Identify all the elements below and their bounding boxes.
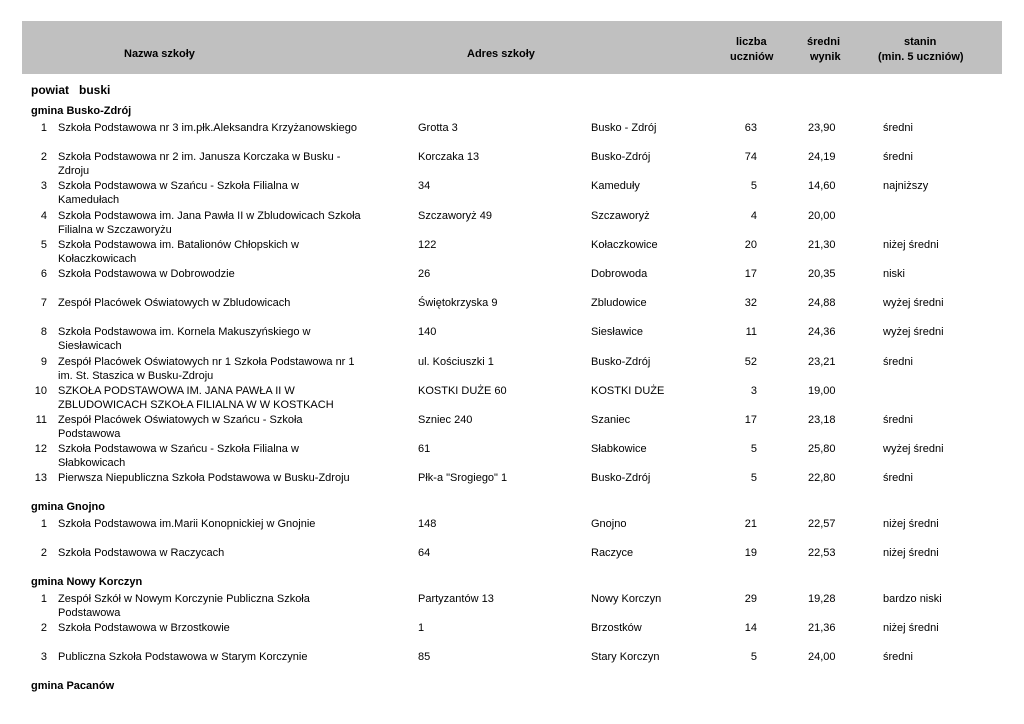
gmina-heading: gmina Busko-Zdrój <box>31 105 132 117</box>
cell-num: 2 <box>40 547 47 560</box>
cell-name: Zespół Placówek Oświatowych w Zbludowicach <box>58 297 291 310</box>
cell-name: Szkoła Podstawowa w Szańcu - Szkoła Filialna w Słabkowicach <box>58 443 299 470</box>
cell-score: 23,21 <box>808 355 836 368</box>
cell-lvl: niżej średni <box>883 622 939 635</box>
cell-city: Zbludowice <box>591 297 647 310</box>
cell-cnt: 20 <box>744 238 757 251</box>
cell-city: Szczaworyż <box>591 209 650 222</box>
cell-cnt: 63 <box>744 122 757 134</box>
cell-addr: 26 <box>418 268 431 280</box>
cell-name: Szkoła Podstawowa w Dobrowodzie <box>58 268 235 280</box>
cell-num: 5 <box>40 238 47 251</box>
cell-score: 23,90 <box>808 122 836 134</box>
cell-lvl: wyżej średni <box>883 443 944 456</box>
cell-cnt: 19 <box>744 547 757 560</box>
cell-addr: 140 <box>418 326 437 339</box>
powiat-heading <box>31 83 110 97</box>
table-row <box>0 325 1024 354</box>
cell-city: Busko - Zdrój <box>591 122 657 134</box>
cell-lvl: wyżej średni <box>883 326 944 339</box>
cell-name: Szkoła Podstawowa nr 2 im. Janusza Korczaka w Busku - Zdroju <box>58 151 341 178</box>
cell-cnt: 17 <box>744 414 757 426</box>
cell-addr: Szniec 240 <box>418 414 473 426</box>
cell-lvl: wyżej średni <box>883 297 944 310</box>
cell-num: 11 <box>35 414 47 426</box>
cell-score: 19,28 <box>808 593 836 605</box>
cell-name: Szkoła Podstawowa im. Batalionów Chłopskich w Kołaczkowicach <box>58 238 299 265</box>
table-row <box>0 413 1024 442</box>
cell-city: Nowy Korczyn <box>591 593 662 605</box>
cell-num: 3 <box>40 651 47 664</box>
cell-name: Szkoła Podstawowa im. Jana Pawła II w Zbludowicach Szkoła Filialna w Szczaworyżu <box>58 209 361 236</box>
cell-name: Zespół Szkół w Nowym Korczynie Publiczna Szkoła Podstawowa <box>58 593 310 619</box>
cell-cnt: 21 <box>744 518 757 530</box>
table-row <box>0 592 1024 621</box>
cell-num: 10 <box>34 384 47 397</box>
table-row <box>0 121 1024 150</box>
cell-lvl: średni <box>883 355 913 368</box>
table-row <box>0 384 1024 413</box>
cell-cnt: 5 <box>750 443 757 456</box>
cell-cnt: 11 <box>745 326 757 339</box>
cell-addr: ul. Kościuszki 1 <box>418 355 494 368</box>
cell-cnt: 74 <box>744 151 757 164</box>
cell-lvl: średni <box>883 151 913 164</box>
cell-score: 23,18 <box>808 414 836 426</box>
cell-cnt: 5 <box>750 472 757 485</box>
cell-cnt: 4 <box>750 209 757 222</box>
cell-name: Szkoła Podstawowa im. Kornela Makuszyńskiego w Siesławicach <box>58 326 311 353</box>
cell-num: 1 <box>40 593 47 605</box>
table-row <box>0 355 1024 384</box>
cell-name: Zespół Placówek Oświatowych w Szańcu - Szkoła Podstawowa <box>58 414 303 440</box>
cell-cnt: 14 <box>744 622 757 635</box>
cell-lvl: niżej średni <box>883 518 939 530</box>
table-header <box>22 21 1002 74</box>
cell-num: 7 <box>40 297 47 310</box>
cell-score: 22,53 <box>808 547 836 560</box>
cell-lvl: najniższy <box>883 180 929 193</box>
cell-name: Pierwsza Niepubliczna Szkoła Podstawowa w Busku-Zdroju <box>58 472 350 485</box>
cell-num: 4 <box>40 209 47 222</box>
cell-addr: Grotta 3 <box>418 122 458 134</box>
header-address-col: Adres szkoły <box>467 48 535 60</box>
cell-city: Słabkowice <box>591 443 647 456</box>
cell-lvl: średni <box>883 122 913 134</box>
cell-name: Szkoła Podstawowa w Raczycach <box>58 547 225 560</box>
cell-num: 6 <box>40 268 47 280</box>
cell-cnt: 5 <box>750 651 757 664</box>
cell-score: 19,00 <box>808 384 836 397</box>
cell-score: 24,19 <box>808 151 836 164</box>
cell-addr: 34 <box>418 180 431 193</box>
cell-city: Busko-Zdrój <box>591 472 651 485</box>
table-row <box>0 621 1024 650</box>
cell-name: Szkoła Podstawowa im.Marii Konopnickiej w Gnojnie <box>58 518 316 530</box>
cell-num: 2 <box>40 151 47 164</box>
cell-score: 21,30 <box>808 238 836 251</box>
cell-name: Szkoła Podstawowa w Szańcu - Szkoła Filialna w Kamedułach <box>58 180 299 207</box>
header-level-col-1: stanin <box>904 36 937 48</box>
cell-cnt: 32 <box>744 297 757 310</box>
cell-name: Zespół Placówek Oświatowych nr 1 Szkoła Podstawowa nr 1 im. St. Staszica w Busku-Zdroju <box>58 355 355 382</box>
cell-lvl: średni <box>883 472 913 485</box>
cell-lvl: niski <box>883 268 906 280</box>
cell-cnt: 3 <box>750 384 757 397</box>
cell-addr: 148 <box>418 518 437 530</box>
cell-addr: Świętokrzyska 9 <box>418 297 498 310</box>
cell-city: Gnojno <box>591 518 627 530</box>
cell-lvl: bardzo niski <box>883 593 942 605</box>
cell-num: 2 <box>40 622 47 635</box>
cell-name: SZKOŁA PODSTAWOWA IM. JANA PAWŁA II W ZBLUDOWICACH SZKOŁA FILIALNA W W KOSTKACH <box>58 384 334 411</box>
cell-score: 24,36 <box>808 326 836 339</box>
table-row <box>0 238 1024 267</box>
cell-num: 13 <box>34 472 47 485</box>
cell-cnt: 5 <box>750 180 757 193</box>
table-row <box>0 179 1024 208</box>
cell-num: 8 <box>40 326 47 339</box>
cell-num: 12 <box>34 443 47 456</box>
cell-cnt: 29 <box>744 593 757 605</box>
cell-score: 25,80 <box>808 443 836 456</box>
table-row <box>0 267 1024 296</box>
cell-city: Busko-Zdrój <box>591 151 651 164</box>
gmina-heading: gmina Nowy Korczyn <box>31 576 143 588</box>
cell-city: Kołaczkowice <box>591 238 658 251</box>
cell-name: Publiczna Szkoła Podstawowa w Starym Korczynie <box>58 651 308 664</box>
cell-city: Busko-Zdrój <box>591 355 651 368</box>
table-row <box>0 442 1024 471</box>
cell-score: 24,88 <box>808 297 836 310</box>
header-name-col: Nazwa szkoły <box>124 48 195 60</box>
header-level-col-2: (min. 5 uczniów) <box>878 51 964 63</box>
cell-score: 14,60 <box>808 180 836 193</box>
cell-score: 21,36 <box>808 622 836 635</box>
cell-num: 1 <box>40 518 47 530</box>
cell-city: Raczyce <box>591 547 634 560</box>
header-count-col-1: liczba <box>736 36 767 48</box>
cell-city: Siesławice <box>591 326 643 339</box>
cell-score: 20,00 <box>808 209 836 222</box>
gmina-heading: gmina Gnojno <box>31 501 105 513</box>
cell-city: Dobrowoda <box>591 268 648 280</box>
cell-addr: Płk-a "Srogiego" 1 <box>418 472 508 485</box>
powiat-label: powiat <box>31 83 69 97</box>
table-row <box>0 209 1024 238</box>
cell-addr: 64 <box>418 547 431 560</box>
cell-addr: Korczaka 13 <box>418 151 480 164</box>
cell-addr: Szczaworyż 49 <box>418 209 492 222</box>
cell-city: Szaniec <box>591 414 631 426</box>
table-row <box>0 471 1024 500</box>
cell-num: 3 <box>40 180 47 193</box>
header-avg-col-2: wynik <box>810 51 841 63</box>
cell-num: 9 <box>40 355 47 368</box>
table-row <box>0 296 1024 325</box>
cell-addr: 85 <box>418 651 431 664</box>
cell-name: Szkoła Podstawowa nr 3 im.płk.Aleksandra Krzyżanowskiego <box>58 122 357 134</box>
cell-score: 24,00 <box>808 651 836 664</box>
cell-score: 22,80 <box>808 472 836 485</box>
header-avg-col-1: średni <box>807 36 841 48</box>
cell-addr: KOSTKI DUŻE 60 <box>418 384 507 397</box>
cell-cnt: 52 <box>744 355 757 368</box>
cell-name: Szkoła Podstawowa w Brzostkowie <box>58 622 230 635</box>
header-count-col-2: uczniów <box>730 51 774 63</box>
cell-addr: 61 <box>418 443 431 456</box>
cell-addr: Partyzantów 13 <box>418 593 494 605</box>
cell-lvl: niżej średni <box>883 547 939 560</box>
cell-cnt: 17 <box>744 268 757 280</box>
powiat-value: buski <box>79 83 111 97</box>
table-row <box>0 650 1024 679</box>
cell-num: 1 <box>40 122 47 134</box>
cell-lvl: niżej średni <box>883 238 939 251</box>
cell-city: KOSTKI DUŻE <box>591 384 665 397</box>
cell-city: Stary Korczyn <box>591 651 660 664</box>
cell-city: Kameduły <box>591 180 640 193</box>
cell-lvl: średni <box>883 651 913 664</box>
cell-score: 20,35 <box>808 268 836 280</box>
cell-addr: 122 <box>418 238 437 251</box>
table-row <box>0 150 1024 179</box>
table-row <box>0 517 1024 546</box>
table-row <box>0 546 1024 575</box>
gmina-heading: gmina Pacanów <box>31 680 115 692</box>
cell-score: 22,57 <box>808 518 836 530</box>
cell-lvl: średni <box>883 414 913 426</box>
cell-addr: 1 <box>418 622 425 635</box>
cell-city: Brzostków <box>591 622 642 635</box>
